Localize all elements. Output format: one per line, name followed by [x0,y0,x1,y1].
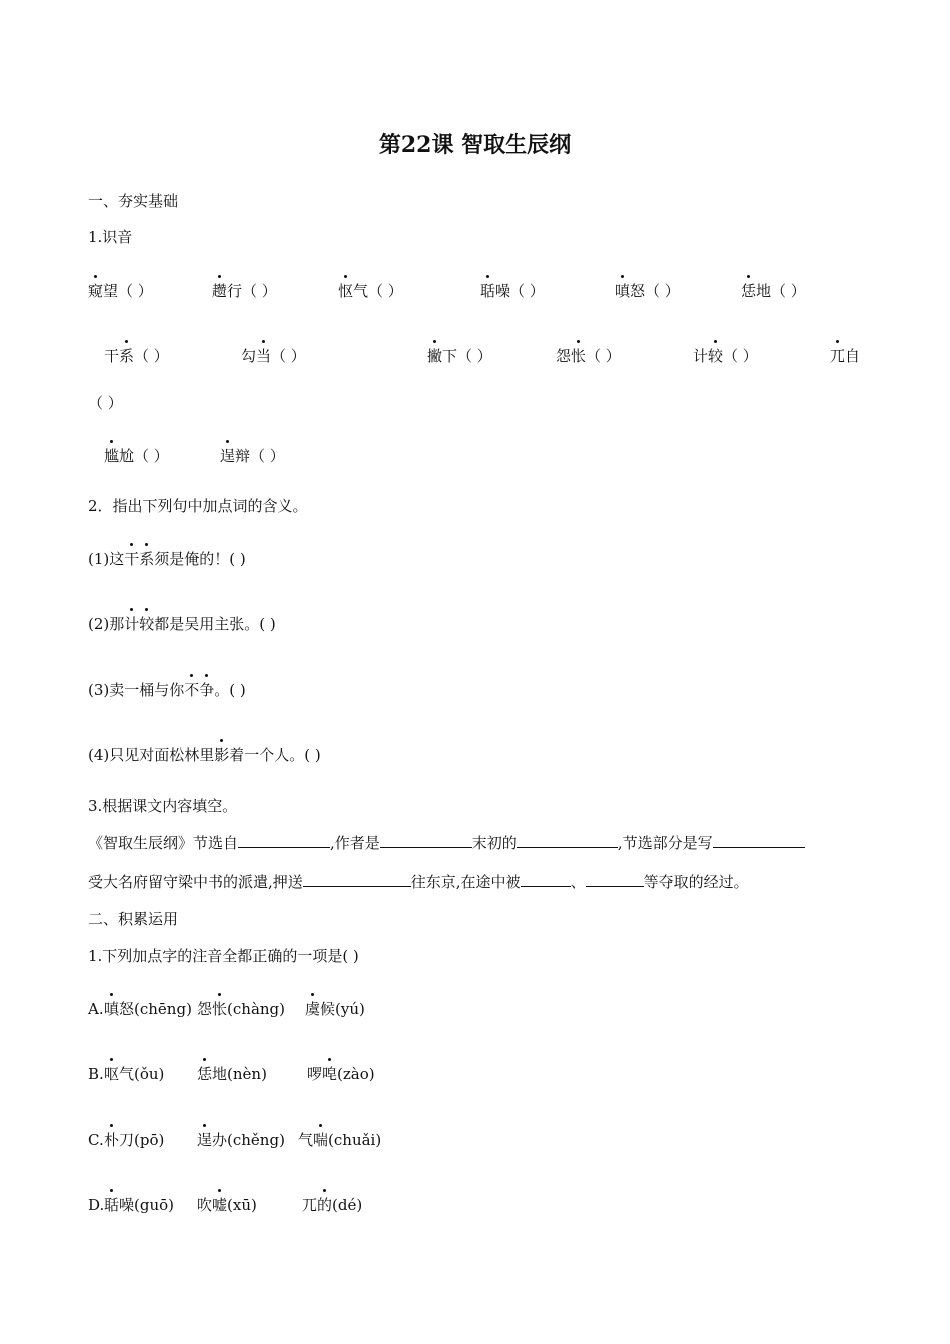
blank[interactable] [586,872,644,887]
option-item: 气喘(chuǎi) [298,1131,382,1149]
question-3-label: 3.根据课文内容填空。 [88,797,238,815]
blank[interactable] [238,833,330,848]
dotted-word: 计较 [124,615,155,633]
dotted-char: 系 [119,347,135,365]
blank[interactable] [521,872,571,887]
pinyin-item: 怄气（ ） [338,282,403,300]
pinyin-item: 尴尬（ ） [104,447,169,465]
pinyin-item: 嗔怒（ ） [615,282,680,300]
pinyin-item: 逞辩（ ） [220,447,285,465]
option-item: 嗔怒(chēng) [104,1000,192,1018]
dotted-char: 呕 [104,1065,120,1083]
dotted-char: 怅 [212,1000,228,1018]
dotted-char: 撇 [427,347,443,365]
pinyin-item: 计较（ ） [693,347,758,365]
option-item: 虞候(yú) [305,1000,365,1018]
pinyin-item: 趱行（ ） [212,282,277,300]
dotted-char: 嗔 [615,282,631,300]
option-item: 聒噪(guō) [104,1196,175,1214]
option-a-letter[interactable]: A. [88,1000,104,1018]
dotted-char: 虞 [305,1000,321,1018]
dotted-char: 趱 [212,282,228,300]
question-2-label: 2．指出下列句中加点词的含义。 [88,497,308,515]
dotted-word: 干系 [124,550,155,568]
dotted-char: 朴 [104,1131,120,1149]
section-heading-application: 二、积累运用 [88,910,179,928]
pinyin-item: 兀自 [830,347,861,365]
dotted-char: 恁 [741,282,757,300]
option-item: 吹嘘(xū) [197,1196,257,1214]
dotted-char: 怅 [571,347,587,365]
option-item: 恁地(nèn) [197,1065,267,1083]
pinyin-item: 勾当（ ） [241,347,306,365]
question-4-label: 1.下列加点字的注音全都正确的一项是( ) [88,947,359,965]
dotted-char: 聒 [104,1196,120,1214]
section-heading-basics: 一、夯实基础 [88,192,179,210]
sentence-item: (4)只见对面松林里影着一个人。( ) [88,746,321,764]
dotted-char: 逞 [220,447,236,465]
option-item: 朴刀(pō) [104,1131,165,1149]
dotted-char: 的 [317,1196,333,1214]
pinyin-item: 干系（ ） [104,347,169,365]
dotted-char: 窥 [88,282,104,300]
blank[interactable] [303,872,411,887]
option-b-letter[interactable]: B. [88,1065,104,1083]
option-c-letter[interactable]: C. [88,1131,104,1149]
blank[interactable] [517,833,618,848]
option-item: 呕气(ǒu) [104,1065,165,1083]
dotted-char: 聒 [480,282,496,300]
pinyin-item: 怨怅（ ） [556,347,621,365]
dotted-char: 较 [708,347,724,365]
dotted-word: 影 [214,746,230,764]
pinyin-item: 聒噪（ ） [480,282,545,300]
blank[interactable] [380,833,472,848]
pinyin-item: 窥望（ ） [88,282,153,300]
pinyin-item: 撇下（ ） [427,347,492,365]
dotted-char: 兀 [830,347,846,365]
dotted-char: 尴 [104,447,120,465]
fill-blank-line-2: 受大名府留守梁中书的派遣,押送 往东京,在途中被 、 等夺取的经过。 [88,873,749,891]
option-item: 逞办(chěng) [197,1131,285,1149]
dotted-char: 当 [256,347,272,365]
dotted-char: 逞 [197,1131,213,1149]
fill-blank-line-1: 《智取生辰纲》节选自 ,作者是 末初的 ,节选部分是写 [88,833,805,853]
blank[interactable] [713,833,805,848]
dotted-char: 嗔 [104,1000,120,1018]
sentence-item: (3)卖一桶与你不争。( ) [88,681,246,699]
pinyin-item-continuation: （ ） [88,394,123,412]
page-title: 第22课 智取生辰纲 [378,132,572,158]
option-item: 啰唣(zào) [307,1065,375,1083]
dotted-word: 不争 [184,681,215,699]
option-d-letter[interactable]: D. [88,1196,105,1214]
pinyin-item: 恁地（ ） [741,282,806,300]
option-item: 兀的(dé) [302,1196,363,1214]
dotted-char: 喘 [313,1131,329,1149]
sentence-item: (1)这干系须是俺的！( ) [88,550,246,568]
option-item: 怨怅(chàng) [197,1000,286,1018]
dotted-char: 唣 [322,1065,338,1083]
dotted-char: 嘘 [212,1196,228,1214]
dotted-char: 怄 [338,282,354,300]
sentence-item: (2)那计较都是吴用主张。( ) [88,615,276,633]
dotted-char: 恁 [197,1065,213,1083]
question-1-label: 1.识音 [88,228,133,246]
